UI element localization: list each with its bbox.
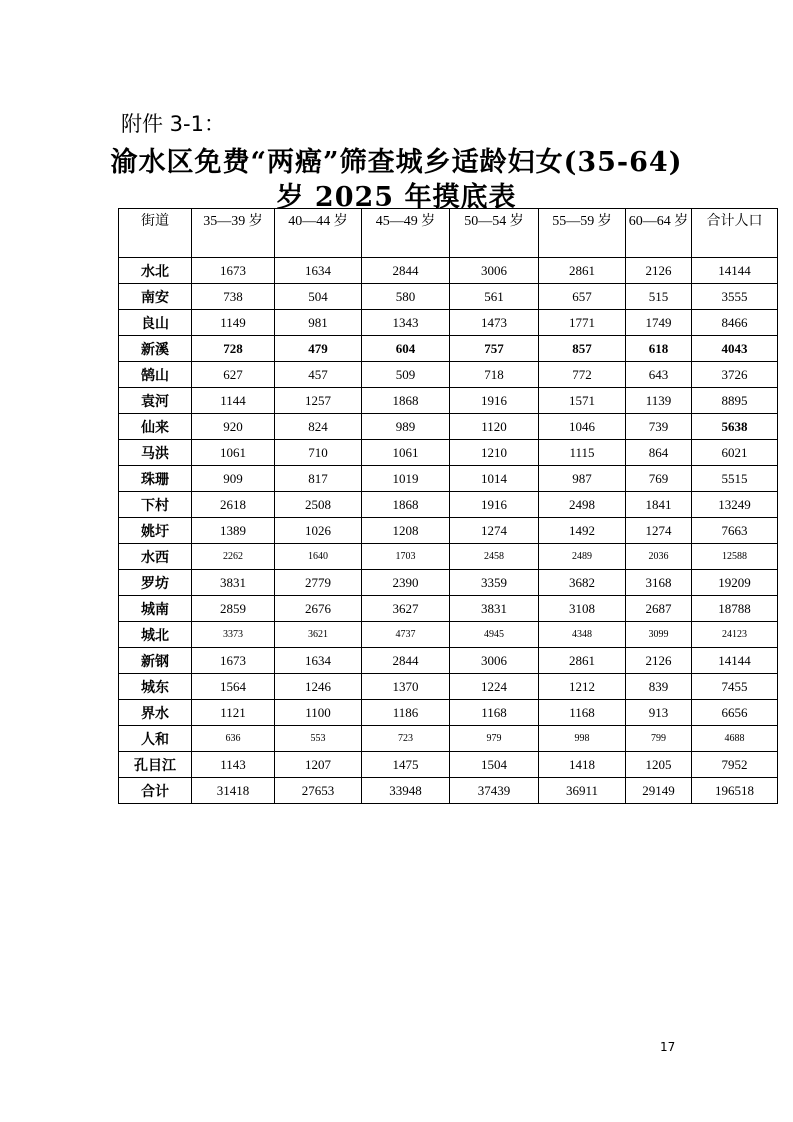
value-cell: 998 bbox=[539, 726, 626, 752]
value-cell: 857 bbox=[539, 336, 626, 362]
table-row bbox=[119, 258, 778, 284]
value-cell: 4688 bbox=[692, 726, 778, 752]
value-cell: 817 bbox=[275, 466, 362, 492]
value-cell: 909 bbox=[192, 466, 275, 492]
value-cell: 723 bbox=[362, 726, 450, 752]
table-row bbox=[119, 518, 778, 544]
value-cell: 18788 bbox=[692, 596, 778, 622]
table-row bbox=[119, 388, 778, 414]
value-cell: 553 bbox=[275, 726, 362, 752]
value-cell: 3627 bbox=[362, 596, 450, 622]
table-row bbox=[119, 492, 778, 518]
district-name-cell: 人和 bbox=[119, 726, 192, 752]
district-name-cell: 新钢 bbox=[119, 648, 192, 674]
value-cell: 1186 bbox=[362, 700, 450, 726]
district-name-cell: 马洪 bbox=[119, 440, 192, 466]
district-name-cell: 袁河 bbox=[119, 388, 192, 414]
value-cell: 1205 bbox=[626, 752, 692, 778]
column-header: 街道 bbox=[119, 209, 192, 258]
value-cell: 1257 bbox=[275, 388, 362, 414]
value-cell: 864 bbox=[626, 440, 692, 466]
table-row bbox=[119, 362, 778, 388]
value-cell: 1703 bbox=[362, 544, 450, 570]
value-cell: 2844 bbox=[362, 648, 450, 674]
value-cell: 7952 bbox=[692, 752, 778, 778]
value-cell: 738 bbox=[192, 284, 275, 310]
table-body bbox=[119, 258, 778, 804]
value-cell: 627 bbox=[192, 362, 275, 388]
table-row bbox=[119, 648, 778, 674]
value-cell: 2844 bbox=[362, 258, 450, 284]
value-cell: 1168 bbox=[539, 700, 626, 726]
value-cell: 1061 bbox=[192, 440, 275, 466]
district-name-cell: 水北 bbox=[119, 258, 192, 284]
value-cell: 772 bbox=[539, 362, 626, 388]
value-cell: 1673 bbox=[192, 258, 275, 284]
value-cell: 7663 bbox=[692, 518, 778, 544]
value-cell: 718 bbox=[450, 362, 539, 388]
value-cell: 1868 bbox=[362, 388, 450, 414]
value-cell: 3373 bbox=[192, 622, 275, 648]
column-header: 50—54 岁 bbox=[450, 209, 539, 258]
value-cell: 1274 bbox=[450, 518, 539, 544]
value-cell: 913 bbox=[626, 700, 692, 726]
value-cell: 4043 bbox=[692, 336, 778, 362]
value-cell: 757 bbox=[450, 336, 539, 362]
column-header: 45—49 岁 bbox=[362, 209, 450, 258]
value-cell: 7455 bbox=[692, 674, 778, 700]
value-cell: 2618 bbox=[192, 492, 275, 518]
district-name-cell: 良山 bbox=[119, 310, 192, 336]
district-name-cell: 水西 bbox=[119, 544, 192, 570]
value-cell: 2861 bbox=[539, 648, 626, 674]
district-name-cell: 珠珊 bbox=[119, 466, 192, 492]
value-cell: 3726 bbox=[692, 362, 778, 388]
value-cell: 1571 bbox=[539, 388, 626, 414]
annex-label: 附件 3-1： bbox=[121, 112, 225, 136]
value-cell: 504 bbox=[275, 284, 362, 310]
value-cell: 769 bbox=[626, 466, 692, 492]
value-cell: 1120 bbox=[450, 414, 539, 440]
value-cell: 4945 bbox=[450, 622, 539, 648]
district-name-cell: 罗坊 bbox=[119, 570, 192, 596]
value-cell: 1564 bbox=[192, 674, 275, 700]
value-cell: 5638 bbox=[692, 414, 778, 440]
district-name-cell: 孔目江 bbox=[119, 752, 192, 778]
value-cell: 2262 bbox=[192, 544, 275, 570]
value-cell: 2508 bbox=[275, 492, 362, 518]
value-cell: 31418 bbox=[192, 778, 275, 804]
value-cell: 657 bbox=[539, 284, 626, 310]
value-cell: 1208 bbox=[362, 518, 450, 544]
column-header: 55—59 岁 bbox=[539, 209, 626, 258]
column-header: 合计人口 bbox=[692, 209, 778, 258]
page-number: 17 bbox=[660, 1040, 676, 1054]
value-cell: 3168 bbox=[626, 570, 692, 596]
value-cell: 1207 bbox=[275, 752, 362, 778]
table-row bbox=[119, 336, 778, 362]
value-cell: 1026 bbox=[275, 518, 362, 544]
value-cell: 643 bbox=[626, 362, 692, 388]
value-cell: 3555 bbox=[692, 284, 778, 310]
value-cell: 1868 bbox=[362, 492, 450, 518]
district-name-cell: 仙来 bbox=[119, 414, 192, 440]
table-header-row bbox=[119, 209, 778, 258]
value-cell: 2676 bbox=[275, 596, 362, 622]
value-cell: 1389 bbox=[192, 518, 275, 544]
value-cell: 989 bbox=[362, 414, 450, 440]
value-cell: 3831 bbox=[450, 596, 539, 622]
value-cell: 799 bbox=[626, 726, 692, 752]
value-cell: 14144 bbox=[692, 258, 778, 284]
value-cell: 1246 bbox=[275, 674, 362, 700]
value-cell: 1121 bbox=[192, 700, 275, 726]
district-name-cell: 城东 bbox=[119, 674, 192, 700]
value-cell: 2126 bbox=[626, 648, 692, 674]
value-cell: 3621 bbox=[275, 622, 362, 648]
value-cell: 3099 bbox=[626, 622, 692, 648]
value-cell: 824 bbox=[275, 414, 362, 440]
value-cell: 1634 bbox=[275, 258, 362, 284]
value-cell: 1673 bbox=[192, 648, 275, 674]
value-cell: 24123 bbox=[692, 622, 778, 648]
value-cell: 1370 bbox=[362, 674, 450, 700]
column-header: 60—64 岁 bbox=[626, 209, 692, 258]
value-cell: 4348 bbox=[539, 622, 626, 648]
value-cell: 1771 bbox=[539, 310, 626, 336]
value-cell: 5515 bbox=[692, 466, 778, 492]
value-cell: 1916 bbox=[450, 388, 539, 414]
value-cell: 13249 bbox=[692, 492, 778, 518]
value-cell: 2126 bbox=[626, 258, 692, 284]
value-cell: 2861 bbox=[539, 258, 626, 284]
table-row bbox=[119, 414, 778, 440]
document-title-line1: 渝水区免费“两癌”筛查城乡适龄妇女(35-64) bbox=[110, 147, 683, 178]
value-cell: 3006 bbox=[450, 258, 539, 284]
value-cell: 636 bbox=[192, 726, 275, 752]
value-cell: 457 bbox=[275, 362, 362, 388]
value-cell: 1212 bbox=[539, 674, 626, 700]
district-name-cell: 城北 bbox=[119, 622, 192, 648]
value-cell: 580 bbox=[362, 284, 450, 310]
value-cell: 561 bbox=[450, 284, 539, 310]
value-cell: 8466 bbox=[692, 310, 778, 336]
value-cell: 1019 bbox=[362, 466, 450, 492]
table-row bbox=[119, 674, 778, 700]
value-cell: 618 bbox=[626, 336, 692, 362]
value-cell: 1640 bbox=[275, 544, 362, 570]
value-cell: 1343 bbox=[362, 310, 450, 336]
value-cell: 3108 bbox=[539, 596, 626, 622]
table-row bbox=[119, 440, 778, 466]
value-cell: 515 bbox=[626, 284, 692, 310]
value-cell: 2859 bbox=[192, 596, 275, 622]
value-cell: 1504 bbox=[450, 752, 539, 778]
district-name-cell: 南安 bbox=[119, 284, 192, 310]
value-cell: 2779 bbox=[275, 570, 362, 596]
value-cell: 1061 bbox=[362, 440, 450, 466]
column-header: 35—39 岁 bbox=[192, 209, 275, 258]
value-cell: 2458 bbox=[450, 544, 539, 570]
value-cell: 739 bbox=[626, 414, 692, 440]
value-cell: 12588 bbox=[692, 544, 778, 570]
value-cell: 29149 bbox=[626, 778, 692, 804]
value-cell: 479 bbox=[275, 336, 362, 362]
district-name-cell: 姚圩 bbox=[119, 518, 192, 544]
value-cell: 37439 bbox=[450, 778, 539, 804]
value-cell: 979 bbox=[450, 726, 539, 752]
value-cell: 3831 bbox=[192, 570, 275, 596]
table-row bbox=[119, 284, 778, 310]
value-cell: 981 bbox=[275, 310, 362, 336]
value-cell: 728 bbox=[192, 336, 275, 362]
value-cell: 3682 bbox=[539, 570, 626, 596]
value-cell: 1274 bbox=[626, 518, 692, 544]
district-name-cell: 下村 bbox=[119, 492, 192, 518]
value-cell: 1115 bbox=[539, 440, 626, 466]
value-cell: 1143 bbox=[192, 752, 275, 778]
value-cell: 2390 bbox=[362, 570, 450, 596]
value-cell: 1100 bbox=[275, 700, 362, 726]
value-cell: 1492 bbox=[539, 518, 626, 544]
district-name-cell: 合计 bbox=[119, 778, 192, 804]
value-cell: 2498 bbox=[539, 492, 626, 518]
value-cell: 1916 bbox=[450, 492, 539, 518]
value-cell: 8895 bbox=[692, 388, 778, 414]
table-row bbox=[119, 700, 778, 726]
table-row bbox=[119, 570, 778, 596]
value-cell: 710 bbox=[275, 440, 362, 466]
column-header: 40—44 岁 bbox=[275, 209, 362, 258]
value-cell: 2489 bbox=[539, 544, 626, 570]
table-row bbox=[119, 778, 778, 804]
value-cell: 987 bbox=[539, 466, 626, 492]
value-cell: 1418 bbox=[539, 752, 626, 778]
district-name-cell: 鹄山 bbox=[119, 362, 192, 388]
value-cell: 1475 bbox=[362, 752, 450, 778]
value-cell: 1168 bbox=[450, 700, 539, 726]
value-cell: 509 bbox=[362, 362, 450, 388]
value-cell: 1144 bbox=[192, 388, 275, 414]
value-cell: 36911 bbox=[539, 778, 626, 804]
value-cell: 1841 bbox=[626, 492, 692, 518]
value-cell: 1224 bbox=[450, 674, 539, 700]
value-cell: 1139 bbox=[626, 388, 692, 414]
table-row bbox=[119, 544, 778, 570]
value-cell: 1014 bbox=[450, 466, 539, 492]
value-cell: 196518 bbox=[692, 778, 778, 804]
table-row bbox=[119, 596, 778, 622]
value-cell: 6021 bbox=[692, 440, 778, 466]
value-cell: 1473 bbox=[450, 310, 539, 336]
value-cell: 14144 bbox=[692, 648, 778, 674]
value-cell: 1149 bbox=[192, 310, 275, 336]
value-cell: 2036 bbox=[626, 544, 692, 570]
table-row bbox=[119, 752, 778, 778]
document-title-line2: 岁 2025 年摸底表 bbox=[276, 182, 517, 213]
value-cell: 920 bbox=[192, 414, 275, 440]
value-cell: 19209 bbox=[692, 570, 778, 596]
value-cell: 1749 bbox=[626, 310, 692, 336]
value-cell: 3006 bbox=[450, 648, 539, 674]
value-cell: 27653 bbox=[275, 778, 362, 804]
value-cell: 1634 bbox=[275, 648, 362, 674]
district-name-cell: 界水 bbox=[119, 700, 192, 726]
district-name-cell: 新溪 bbox=[119, 336, 192, 362]
value-cell: 2687 bbox=[626, 596, 692, 622]
value-cell: 3359 bbox=[450, 570, 539, 596]
table-row bbox=[119, 622, 778, 648]
value-cell: 1210 bbox=[450, 440, 539, 466]
value-cell: 4737 bbox=[362, 622, 450, 648]
value-cell: 604 bbox=[362, 336, 450, 362]
value-cell: 33948 bbox=[362, 778, 450, 804]
table-row bbox=[119, 466, 778, 492]
value-cell: 6656 bbox=[692, 700, 778, 726]
table-row bbox=[119, 726, 778, 752]
census-table bbox=[118, 208, 778, 804]
table-row bbox=[119, 310, 778, 336]
value-cell: 1046 bbox=[539, 414, 626, 440]
district-name-cell: 城南 bbox=[119, 596, 192, 622]
value-cell: 839 bbox=[626, 674, 692, 700]
